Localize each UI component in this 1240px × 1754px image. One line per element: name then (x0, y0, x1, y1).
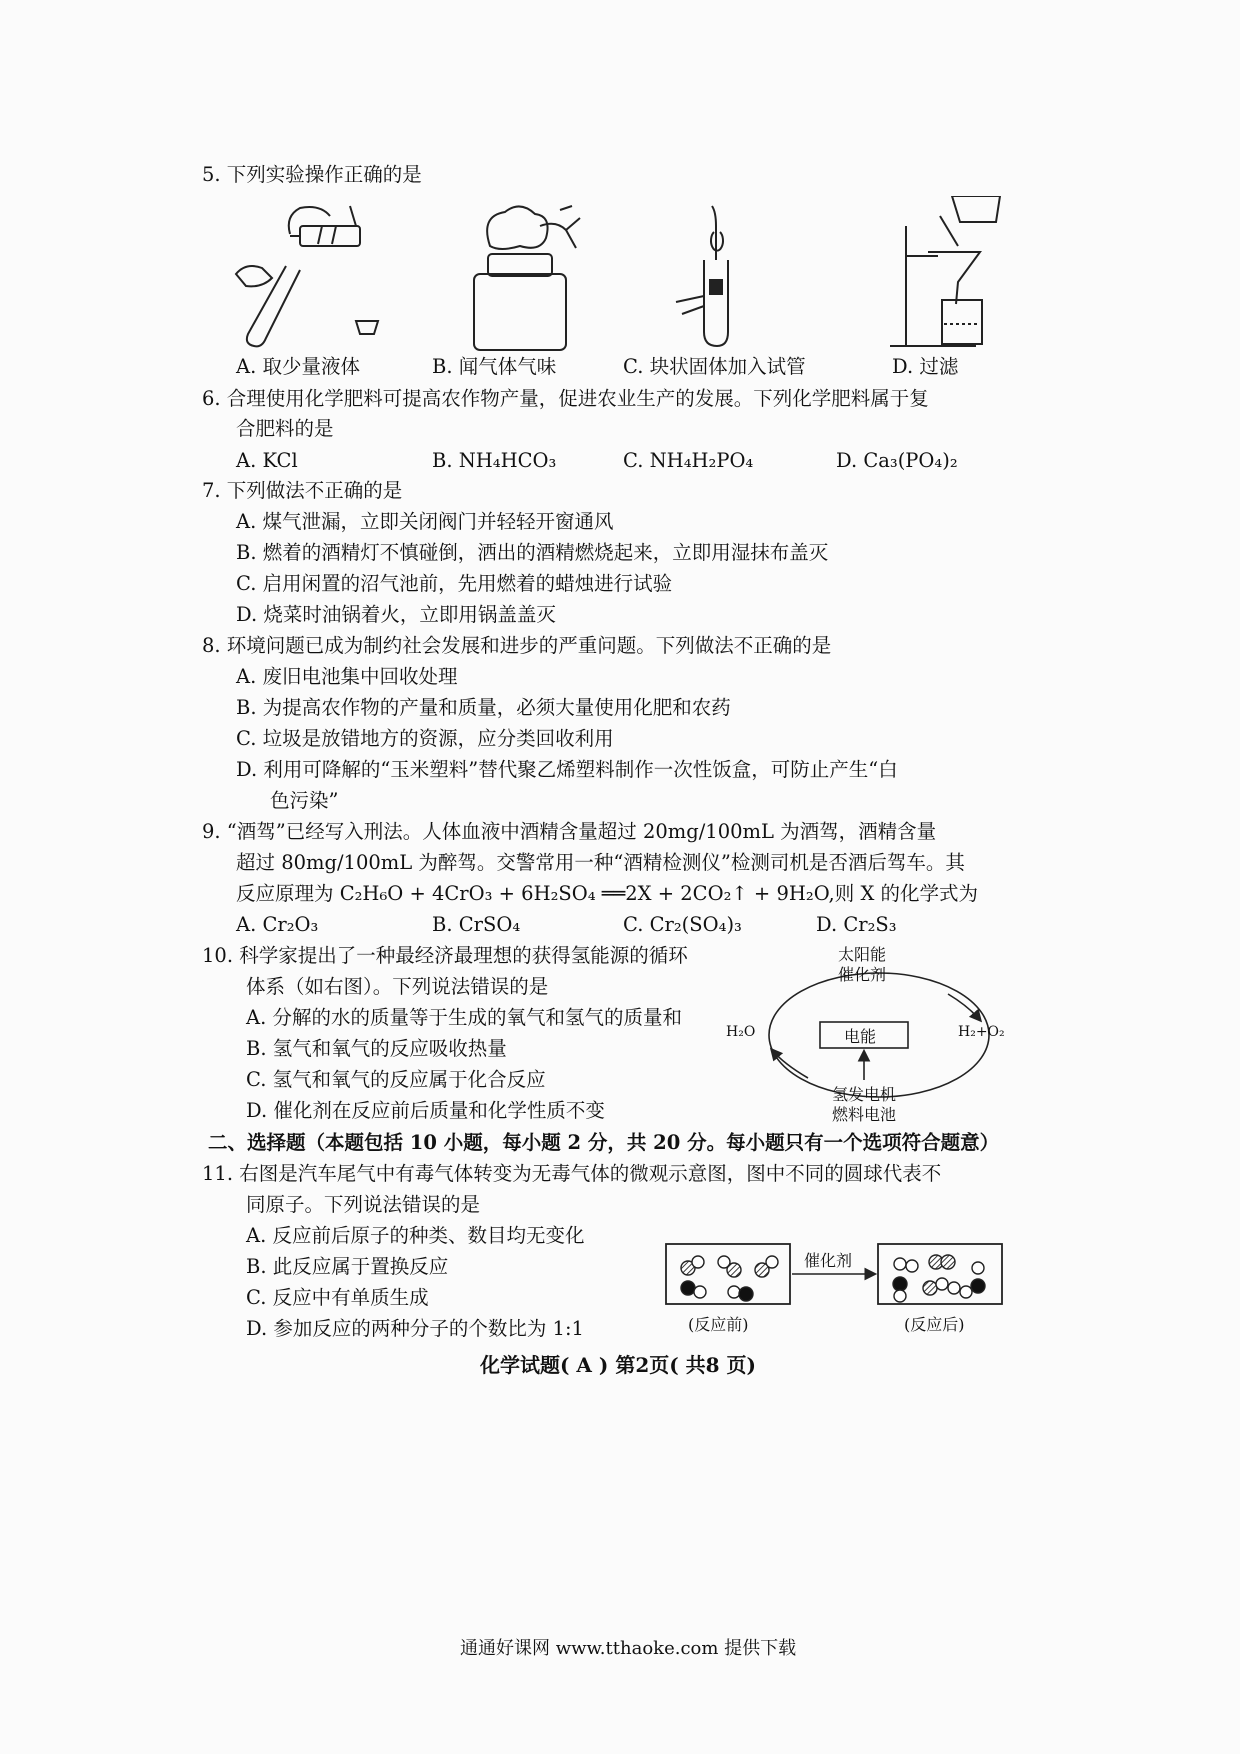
page-footer: 化学试题( A ) 第2页( 共8 页) (480, 1353, 757, 1377)
q8-stem: 8. 环境问题已成为制约社会发展和进步的严重问题。下列做法不正确的是 (202, 634, 832, 657)
q9-line1: 9. “酒驾”已经写入刑法。人体血液中酒精含量超过 20mg/100mL 为酒驾，酒精含量 (202, 820, 937, 843)
figure-a-test-tube-icon (236, 206, 378, 346)
q6-stem-line1: 6. 合理使用化学肥料可提高农作物产量，促进农业生产的发展。下列化学肥料属于复 (202, 387, 929, 410)
q6-option-c: C. NH₄H₂PO₄ (623, 449, 754, 472)
cycle-left-label: H₂O (726, 1024, 756, 1040)
q5-figures (0, 196, 1240, 356)
cycle-box-label: 电能 (844, 1027, 877, 1046)
q11-option-a: A. 反应前后原子的种类、数目均无变化 (246, 1224, 585, 1247)
q10-option-a: A. 分解的水的质量等于生成的氧气和氢气的质量和 (246, 1006, 682, 1029)
q11-option-d: D. 参加反应的两种分子的个数比为 1:1 (246, 1317, 584, 1340)
arrow-right-icon (948, 994, 980, 1020)
q11-option-c: C. 反应中有单质生成 (246, 1286, 429, 1309)
q8-option-c: C. 垃圾是放错地方的资源，应分类回收利用 (236, 727, 614, 750)
q7-option-c: C. 启用闲置的沼气池前，先用燃着的蜡烛进行试验 (236, 572, 673, 595)
q8-option-d: D. 利用可降解的“玉米塑料”替代聚乙烯塑料制作一次性饭盒，可防止产生“白 (236, 758, 898, 781)
cycle-top-label-1: 太阳能 (838, 945, 887, 964)
q9-option-c: C. Cr₂(SO₄)₃ (623, 913, 742, 936)
q11-line1: 11. 右图是汽车尾气中有毒气体转变为无毒气体的微观示意图，图中不同的圆球代表不 (202, 1162, 942, 1185)
q5-option-c: C. 块状固体加入试管 (623, 355, 806, 378)
q11-option-b: B. 此反应属于置换反应 (246, 1255, 449, 1278)
q11-before-label: (反应前) (688, 1315, 749, 1334)
cycle-right-label: H₂+O₂ (958, 1024, 1005, 1040)
q9-option-d: D. Cr₂S₃ (816, 913, 897, 936)
q7-option-b: B. 燃着的酒精灯不慎碰倒，洒出的酒精燃烧起来，立即用湿抹布盖灭 (236, 541, 829, 564)
cycle-bottom-label-1: 氢发电机 (832, 1085, 897, 1104)
q11-after-label: (反应后) (904, 1315, 965, 1334)
arrow-left-icon (772, 1050, 808, 1078)
q11-arrow-label: 催化剂 (804, 1251, 853, 1270)
q10-line2: 体系（如右图）。下列说法错误的是 (246, 975, 549, 998)
q8-option-d-cont: 色污染” (270, 789, 339, 812)
q8-option-b: B. 为提高农作物的产量和质量，必须大量使用化肥和农药 (236, 696, 731, 719)
q5-option-a: A. 取少量液体 (236, 355, 360, 378)
q6-stem-line2: 合肥料的是 (236, 417, 334, 440)
q6-option-a: A. KCl (236, 449, 298, 472)
figure-b-gas-bottle-icon (474, 206, 580, 350)
section-2-heading: 二、选择题（本题包括 10 小题，每小题 2 分，共 20 分。每小题只有一个选项符合题意） (208, 1131, 1000, 1154)
cycle-bottom-label-2: 燃料电池 (832, 1105, 897, 1124)
q7-option-d: D. 烧菜时油锅着火，立即用锅盖盖灭 (236, 603, 556, 626)
q10-line1: 10. 科学家提出了一种最经济最理想的获得氢能源的循环 (202, 944, 688, 967)
q9-option-b: B. CrSO₄ (432, 913, 521, 936)
q10-option-d: D. 催化剂在反应前后质量和化学性质不变 (246, 1099, 605, 1122)
q11-molecule-diagram (664, 1240, 1004, 1340)
q9-line3: 反应原理为 C₂H₆O + 4CrO₃ + 6H₂SO₄ ══2X + 2CO₂↑ + 9H₂O,则 X 的化学式为 (236, 882, 979, 905)
q10-option-c: C. 氢气和氧气的反应属于化合反应 (246, 1068, 546, 1091)
figure-d-filter-stand-icon (890, 196, 1000, 346)
q6-option-b: B. NH₄HCO₃ (432, 449, 557, 472)
q5-stem: 5. 下列实验操作正确的是 (202, 163, 422, 186)
q10-option-b: B. 氢气和氧气的反应吸收热量 (246, 1037, 507, 1060)
q7-stem: 7. 下列做法不正确的是 (202, 479, 403, 502)
figure-c-test-tube-icon (676, 206, 728, 346)
cycle-top-label-2: 催化剂 (838, 965, 887, 984)
q11-line2: 同原子。下列说法错误的是 (246, 1193, 481, 1216)
q7-option-a: A. 煤气泄漏，立即关闭阀门并轻轻开窗通风 (236, 510, 614, 533)
q8-option-a: A. 废旧电池集中回收处理 (236, 665, 458, 688)
q5-option-d: D. 过滤 (892, 355, 959, 378)
q10-cycle-diagram (726, 945, 1010, 1124)
q9-line2: 超过 80mg/100mL 为醉驾。交警常用一种“酒精检测仪”检测司机是否酒后驾车。其 (236, 851, 965, 874)
q9-option-a: A. Cr₂O₃ (236, 913, 319, 936)
q6-option-d: D. Ca₃(PO₄)₂ (836, 449, 958, 472)
download-note: 通通好课网 www.tthaoke.com 提供下载 (460, 1638, 797, 1659)
q5-option-b: B. 闻气体气味 (432, 355, 557, 378)
